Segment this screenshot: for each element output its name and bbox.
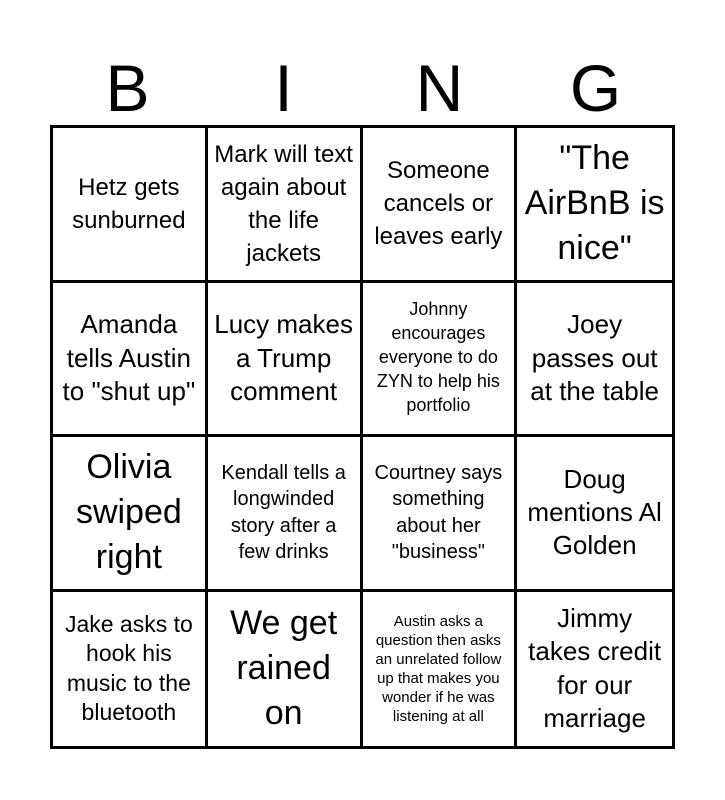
cell-text: We get rained on — [230, 603, 338, 733]
cell-text: Amanda tells Austin to "shut up" — [62, 309, 196, 406]
bingo-cell[interactable] — [53, 592, 208, 747]
bingo-cell[interactable] — [517, 592, 672, 747]
cell-text: Hetz gets sunburned — [72, 173, 186, 234]
bingo-cell[interactable] — [208, 283, 363, 438]
cell-text: "The AirBnB is nice" — [524, 138, 665, 268]
cell-text: Jake asks to hook his music to the bluetooth — [64, 610, 193, 726]
header-letter-n: N — [415, 51, 464, 125]
bingo-header — [50, 50, 675, 126]
bingo-grid — [50, 125, 675, 749]
bingo-cell[interactable] — [517, 283, 672, 438]
cell-text: Olivia swiped right — [75, 447, 182, 577]
bingo-cell[interactable] — [53, 283, 208, 438]
bingo-cell[interactable] — [363, 437, 518, 592]
bingo-cell[interactable] — [208, 592, 363, 747]
bingo-cell[interactable] — [517, 437, 672, 592]
bingo-cell[interactable] — [208, 128, 363, 283]
cell-text: Jimmy takes credit for our marriage — [528, 603, 662, 734]
header-letter-g: G — [569, 51, 622, 125]
cell-text: Doug mentions Al Golden — [527, 463, 662, 561]
cell-text: Joey passes out at the table — [530, 309, 659, 406]
bingo-cell[interactable] — [517, 128, 672, 283]
cell-text: Courtney says something about her "business" — [374, 461, 503, 564]
bingo-cell[interactable] — [363, 283, 518, 438]
cell-text: Mark will text again about the life jackets — [214, 140, 353, 267]
cell-text: Austin asks a question then asks an unrelated follow up that makes you wonder if he was listening at all — [375, 612, 502, 725]
bingo-cell[interactable] — [53, 437, 208, 592]
cell-text: Johnny encourages everyone to do ZYN to help his portfolio — [376, 299, 500, 416]
bingo-cell[interactable] — [208, 437, 363, 592]
cell-text: Someone cancels or leaves early — [374, 157, 503, 251]
bingo-cell[interactable] — [363, 128, 518, 283]
cell-text: Lucy makes a Trump comment — [214, 309, 353, 406]
header-letter-i: I — [274, 51, 293, 125]
header-letter-b: B — [105, 51, 150, 125]
cell-text: Kendall tells a longwinded story after a few drinks — [221, 461, 346, 564]
bingo-cell[interactable] — [363, 592, 518, 747]
bingo-cell[interactable] — [53, 128, 208, 283]
